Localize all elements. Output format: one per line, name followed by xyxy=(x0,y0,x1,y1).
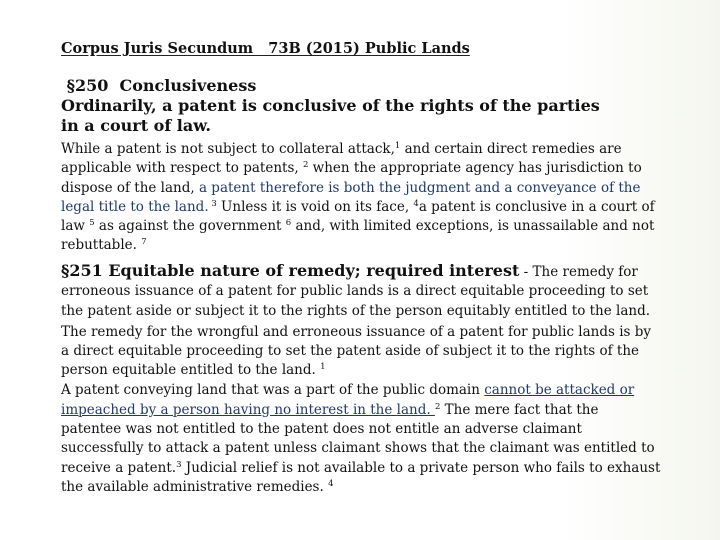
section-251-paragraph-3 xyxy=(61,381,661,497)
footnote-ref: 1 xyxy=(320,362,326,373)
footnote-ref: 2 xyxy=(302,160,309,171)
text-run: and, with limited exceptions, is unassailable and not rebuttable. xyxy=(61,218,655,254)
text-run: when the appropriate agency has jurisdiction to dispose of the land, xyxy=(61,160,642,196)
footnote-ref: 1 xyxy=(394,141,401,151)
section-251-paragraph xyxy=(61,261,661,322)
footnote-ref: 6 xyxy=(285,218,292,229)
text-run: The remedy for the wrongful and erroneous issuance of a patent for public lands is by a direct equitable proceeding to set the patent aside of subject it to the rights of the person equitable entitled to the land. xyxy=(61,323,652,379)
text-run: - The remedy for erroneous issuance of a patent for public lands is a direct equitable proceeding to set the patent aside or subject it to the rights of the person equitably entitled to the land. xyxy=(61,263,651,319)
footnote-ref: 5 xyxy=(89,218,95,229)
text-run: Unless it is void on its face, xyxy=(216,198,414,215)
underlined-link-text[interactable]: cannot be attacked or impeached by a person having no interest in the land. xyxy=(61,382,635,418)
footnote-ref: 3 xyxy=(176,459,182,470)
text-run: Judicial relief is not available to a private person who fails to exhaust the available administrative remedies. xyxy=(61,459,661,495)
section-250-heading: §250 Conclusiveness xyxy=(61,76,257,95)
text-run: as against the government xyxy=(94,218,286,235)
text-run: A patent conveying land that was a part of the public domain xyxy=(61,382,485,399)
document-body xyxy=(61,76,661,497)
section-250-paragraph xyxy=(61,140,661,256)
text-run: The mere fact that the patentee was not entitled to the patent does not entitle an adverse claimant successfully to attack a patent unless claimant shows that the claimant was entitled to receive a patent. xyxy=(61,401,655,476)
footnote-ref: 4 xyxy=(328,478,334,489)
text-run: and certain direct remedies are applicable with respect to patents, xyxy=(61,141,622,177)
section-251-paragraph-2 xyxy=(61,323,661,381)
text-run: While a patent is not subject to collateral attack, xyxy=(61,141,395,157)
footnote-ref: 4 xyxy=(413,198,419,209)
text-run: a patent is conclusive in a court of law xyxy=(61,198,655,235)
footnote-ref: 7 xyxy=(141,237,147,248)
section-250-lead: Ordinarily, a patent is conclusive of the rights of the parties in a court of law. xyxy=(61,96,600,135)
document-title: Corpus Juris Secundum 73B (2015) Public Lands xyxy=(61,40,470,57)
footnote-ref: 3 xyxy=(208,198,217,209)
section-251-heading: §251 Equitable nature of remedy; required interest xyxy=(61,260,520,280)
highlighted-text: a patent therefore is both the judgment and a conveyance of the legal title to the land. xyxy=(61,179,641,215)
footnote-ref: 2 xyxy=(434,401,441,412)
